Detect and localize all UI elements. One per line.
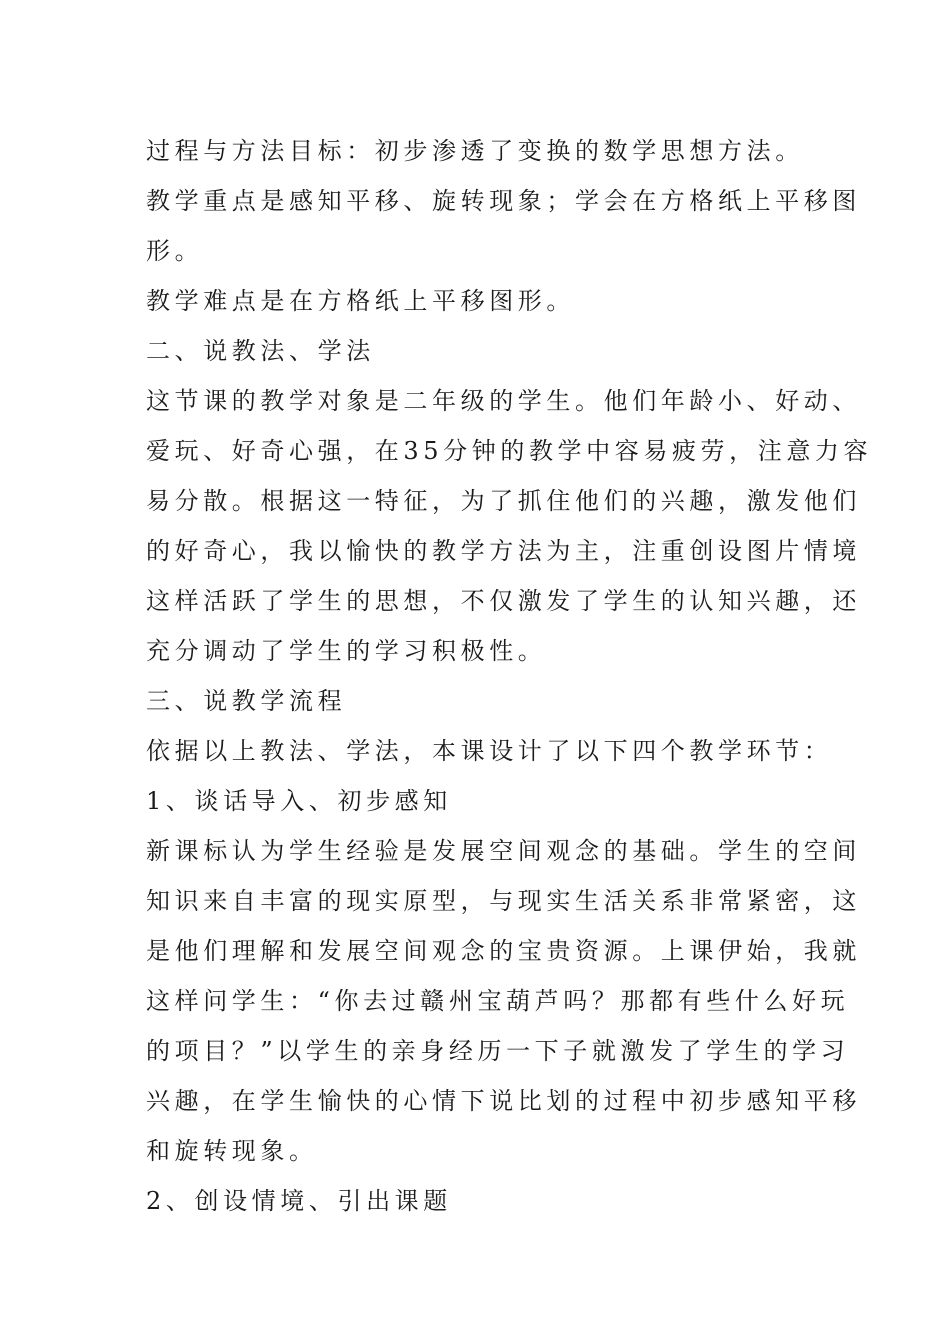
text-line-methods-5: 这样活跃了学生的思想，不仅激发了学生的认知兴趣，还 xyxy=(146,587,861,615)
text-line-process-intro: 依据以上教法、学法，本课设计了以下四个教学环节： xyxy=(146,737,833,765)
text-line-process-goal: 过程与方法目标：初步渗透了变换的数学思想方法。 xyxy=(146,137,804,165)
text-line-step1-1: 新课标认为学生经验是发展空间观念的基础。学生的空间 xyxy=(146,837,861,865)
text-line-methods-6: 充分调动了学生的学习积极性。 xyxy=(146,637,547,665)
subheading-step-1: 1、谈话导入、初步感知 xyxy=(146,787,452,815)
text-line-step1-6: 兴趣，在学生愉快的心情下说比划的过程中初步感知平移 xyxy=(146,1087,861,1115)
text-line-methods-1: 这节课的教学对象是二年级的学生。他们年龄小、好动、 xyxy=(146,387,861,415)
text-line-methods-4: 的好奇心，我以愉快的教学方法为主，注重创设图片情境 xyxy=(146,537,861,565)
text-line-step1-2: 知识来自丰富的现实原型，与现实生活关系非常紧密，这 xyxy=(146,887,861,915)
text-line-step1-4: 这样问学生：“你去过赣州宝葫芦吗？那都有些什么好玩 xyxy=(146,987,850,1015)
text-line-methods-3: 易分散。根据这一特征，为了抓住他们的兴趣，激发他们 xyxy=(146,487,861,515)
text-line-methods-2: 爱玩、好奇心强，在35分钟的教学中容易疲劳，注意力容 xyxy=(146,437,873,465)
subheading-step-2: 2、创设情境、引出课题 xyxy=(146,1187,452,1215)
section-heading-methods: 二、说教法、学法 xyxy=(146,337,375,365)
section-heading-process: 三、说教学流程 xyxy=(146,687,347,715)
text-line-difficulty: 教学难点是在方格纸上平移图形。 xyxy=(146,287,575,315)
text-line-step1-7: 和旋转现象。 xyxy=(146,1137,318,1165)
text-line-step1-5: 的项目？”以学生的亲身经历一下子就激发了学生的学习 xyxy=(146,1037,850,1065)
text-line-key-points: 教学重点是感知平移、旋转现象；学会在方格纸上平移图 xyxy=(146,187,861,215)
text-line-step1-3: 是他们理解和发展空间观念的宝贵资源。上课伊始，我就 xyxy=(146,937,861,965)
text-line-key-points-cont: 形。 xyxy=(146,237,204,265)
